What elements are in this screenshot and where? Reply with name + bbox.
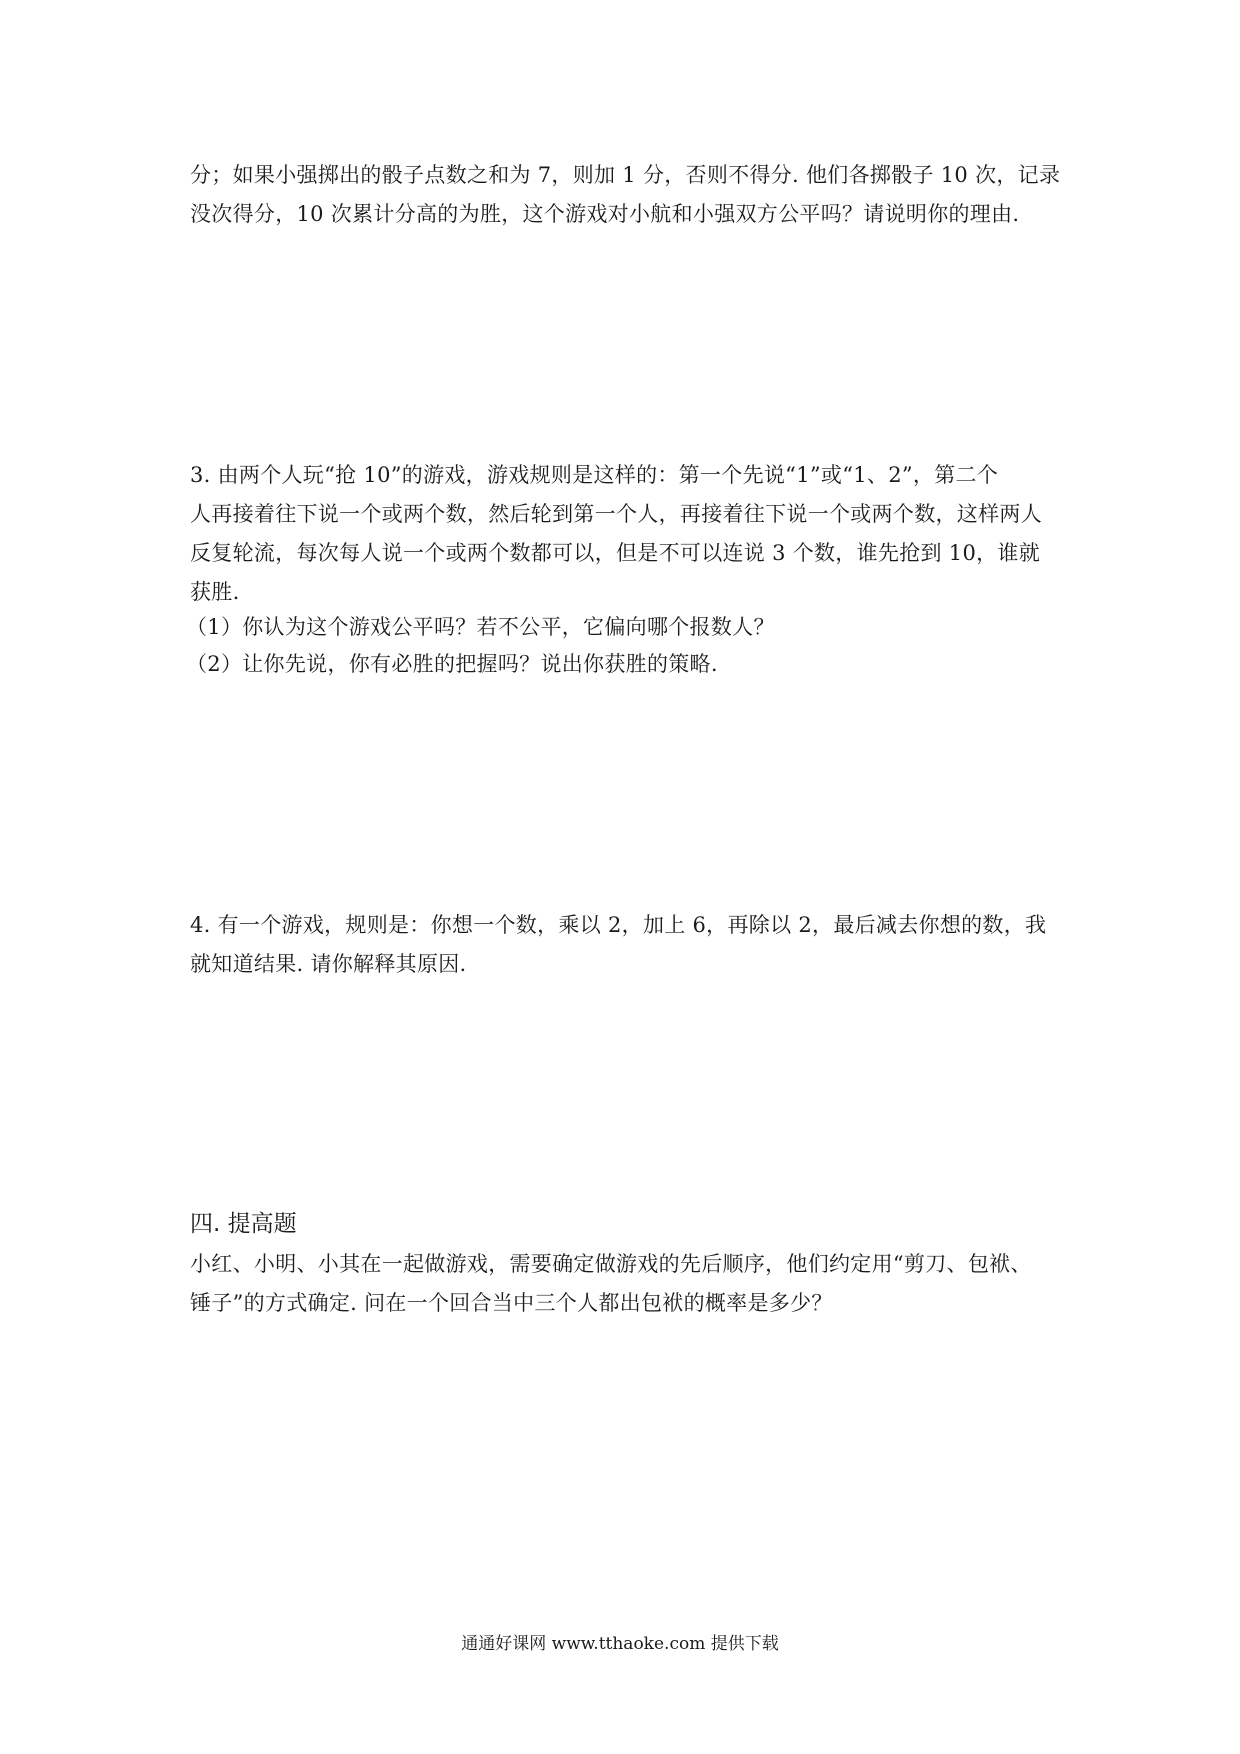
paragraph-line: 反复轮流，每次每人说一个或两个数都可以，但是不可以连说 3 个数，谁先抢到 10，谁就 xyxy=(190,541,1041,565)
paragraph-line: 人再接着往下说一个或两个数，然后轮到第一个人，再接着往下说一个或两个数，这样两人 xyxy=(190,502,1042,526)
paragraph-line: 就知道结果. 请你解释其原因. xyxy=(190,952,467,976)
sub-question-1: （1）你认为这个游戏公平吗？若不公平，它偏向哪个报数人？ xyxy=(186,615,775,639)
paragraph-line: 4. 有一个游戏，规则是：你想一个数，乘以 2，加上 6，再除以 2，最后减去你想的数，我 xyxy=(190,913,1047,937)
paragraph-line: 小红、小明、小其在一起做游戏，需要确定做游戏的先后顺序，他们约定用“剪刀、包袱、 xyxy=(190,1252,1032,1276)
paragraph-line: 分；如果小强掷出的骰子点数之和为 7，则加 1 分，否则不得分. 他们各掷骰子 10 次，记录 xyxy=(190,163,1061,187)
paragraph-line: 没次得分，10 次累计分高的为胜，这个游戏对小航和小强双方公平吗？请说明你的理由. xyxy=(190,202,1020,226)
sub-question-2: （2）让你先说，你有必胜的把握吗？说出你获胜的策略. xyxy=(186,652,718,676)
paragraph-line: 获胜. xyxy=(190,580,240,604)
paragraph-line: 锤子”的方式确定. 问在一个回合当中三个人都出包袱的概率是多少？ xyxy=(190,1291,833,1315)
section-heading: 四. 提高题 xyxy=(190,1211,297,1237)
page-footer: 通通好课网 www.tthaoke.com 提供下载 xyxy=(461,1634,779,1654)
paragraph-line: 3. 由两个人玩“抢 10”的游戏，游戏规则是这样的：第一个先说“1”或“1、2”，第二个 xyxy=(190,463,999,487)
